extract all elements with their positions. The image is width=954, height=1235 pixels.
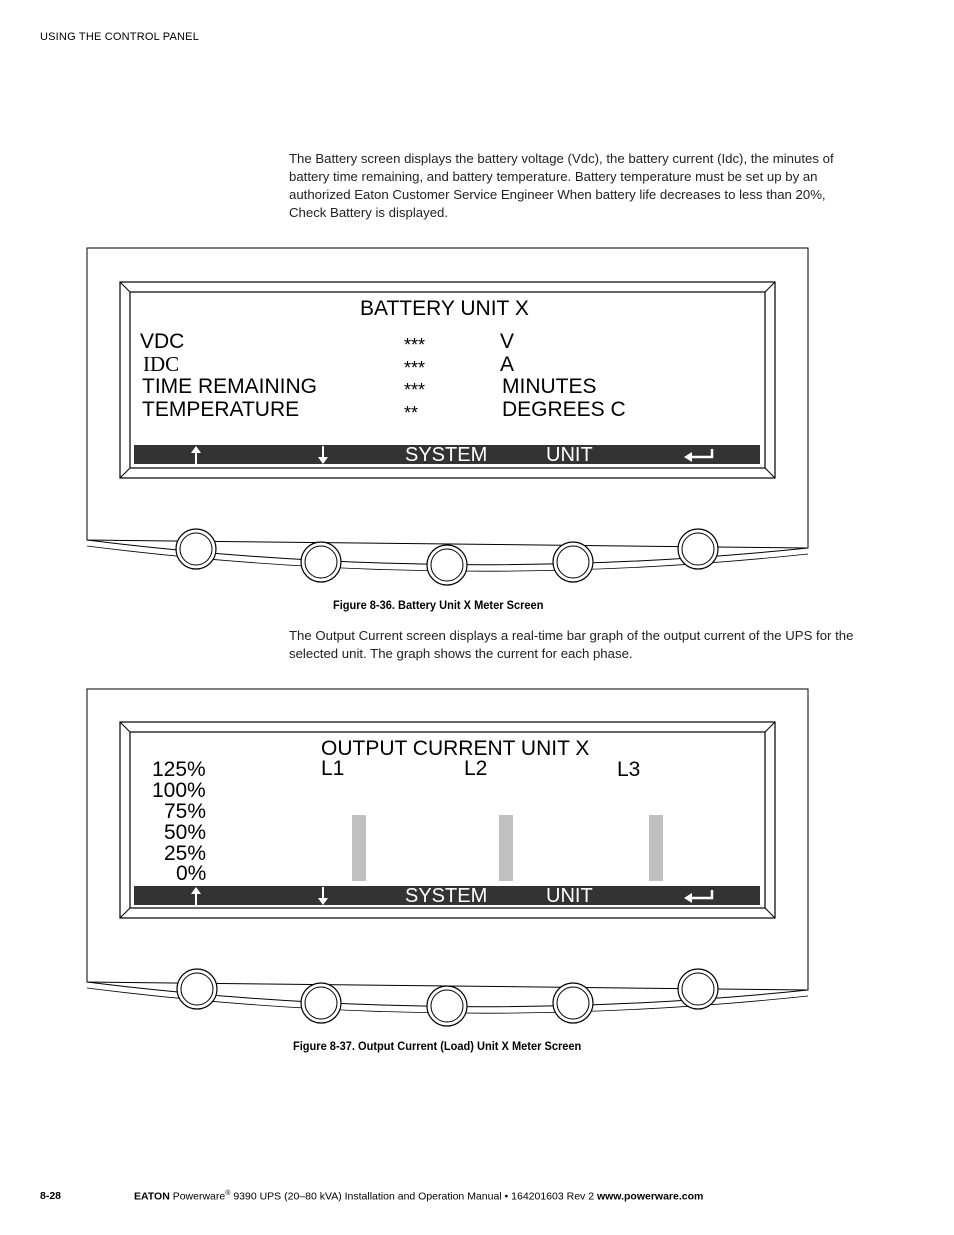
battery-description: The Battery screen displays the battery voltage (Vdc), the battery current (Idc), the minutes of battery time remaining, and battery temperature. Battery temperature must be set up by an authorized Eaton Customer Service Engineer When battery life decreases to less than 20%, Check Battery is displayed. xyxy=(289,151,834,220)
phase-label-l3: L3 xyxy=(617,758,641,781)
vdc-value: *** xyxy=(404,335,426,355)
temperature-unit: DEGREES C xyxy=(502,398,626,421)
temperature-label: TEMPERATURE xyxy=(142,398,300,421)
bar-l2 xyxy=(499,815,513,881)
enter-arrow-icon xyxy=(682,888,716,904)
footer-brand: EATON xyxy=(134,1190,170,1203)
unit-softkey[interactable]: UNIT xyxy=(546,444,593,466)
unit-softkey[interactable]: UNIT xyxy=(546,885,593,907)
softkey-button-5[interactable] xyxy=(676,967,720,1011)
footer-product: Powerware xyxy=(172,1190,226,1203)
bar-l3 xyxy=(649,815,663,881)
vdc-unit: V xyxy=(500,330,515,353)
figure-caption-8-36: Figure 8-36. Battery Unit X Meter Screen xyxy=(333,598,544,612)
up-arrow-icon xyxy=(188,885,204,907)
section-header: USING THE CONTROL PANEL xyxy=(40,31,200,43)
figure-caption-8-37: Figure 8-37. Output Current (Load) Unit X Meter Screen xyxy=(293,1039,582,1053)
softkey-button-4[interactable] xyxy=(551,981,595,1025)
footer-manual: 9390 UPS (20–80 kVA) Installation and Operation Manual • 164201603 Rev 2 xyxy=(230,1190,597,1203)
phase-label-l2: L2 xyxy=(464,757,488,780)
time-remaining-unit: MINUTES xyxy=(502,375,597,398)
softkey-button-1[interactable] xyxy=(175,967,219,1011)
scale-100: 100% xyxy=(152,779,206,802)
footer-reg: ® xyxy=(225,1190,231,1197)
footer-url: www.powerware.com xyxy=(596,1190,704,1203)
footer-text xyxy=(134,1190,703,1203)
scale-125: 125% xyxy=(152,758,206,781)
phase-label-l1: L1 xyxy=(321,757,345,780)
battery-screen-title: BATTERY UNIT X xyxy=(360,297,529,320)
scale-75: 75% xyxy=(164,800,207,823)
idc-unit: A xyxy=(500,353,515,376)
output-description: The Output Current screen displays a real-time bar graph of the output current of the UPS for the selected unit. The graph shows the current for each phase. xyxy=(289,628,854,661)
system-softkey[interactable]: SYSTEM xyxy=(405,885,488,907)
softkey-button-2[interactable] xyxy=(299,981,343,1025)
time-remaining-value: *** xyxy=(404,380,426,400)
scale-25: 25% xyxy=(164,842,207,865)
scale-50: 50% xyxy=(164,821,207,844)
idc-value: *** xyxy=(404,358,426,378)
bar-l1 xyxy=(352,815,366,881)
idc-label: IDC xyxy=(143,352,180,376)
page-number: 8-28 xyxy=(40,1190,62,1202)
temperature-value: ** xyxy=(404,403,419,423)
time-remaining-label: TIME REMAINING xyxy=(142,375,318,398)
output-screen-title: OUTPUT CURRENT UNIT X xyxy=(321,737,590,760)
vdc-label: VDC xyxy=(140,330,185,353)
softkey-button-3[interactable] xyxy=(425,984,469,1028)
scale-0: 0% xyxy=(176,862,207,885)
system-softkey[interactable]: SYSTEM xyxy=(405,444,488,466)
down-arrow-icon xyxy=(315,885,331,907)
